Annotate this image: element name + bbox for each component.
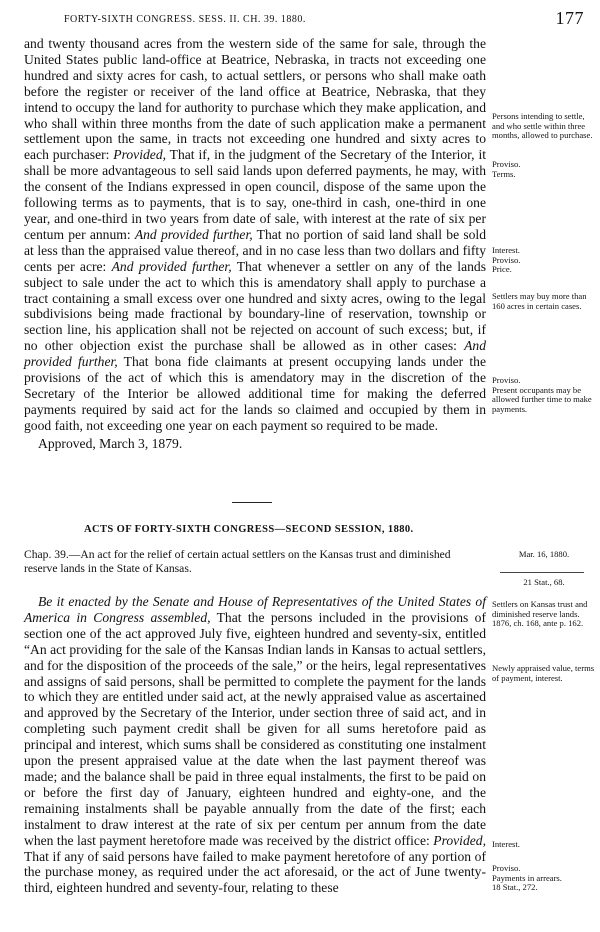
margin-note-payments-arrears: Proviso. Payments in arrears. 18 Stat., 272. xyxy=(492,863,562,893)
margin-note-newly-appraised: Newly appraised value, terms of payment, interest. xyxy=(492,663,595,683)
chapter-title: —An act for the relief of certain actual settlers on the Kansas trust and diminished reserve lands in the State of Kansas. xyxy=(24,548,451,575)
section-divider xyxy=(232,502,272,503)
statute-text-chapter-39 xyxy=(24,594,486,896)
running-header xyxy=(24,6,590,30)
margin-date-rule xyxy=(500,572,584,573)
margin-note-proviso-terms: Proviso. Terms. xyxy=(492,159,521,179)
margin-note-present-occupants: Proviso. Present occupants may be allowed further time to make payments. xyxy=(492,375,592,414)
running-title: FORTY-SIXTH CONGRESS. SESS. II. CH. 39. 1880. xyxy=(64,14,306,25)
margin-note-date: Mar. 16, 1880. xyxy=(518,549,570,559)
chapter-label: Chap. 39. xyxy=(24,548,69,561)
enacting-clause: Be it enacted by the Senate and House of Representatives of the United States of America in Congress assembled, xyxy=(24,594,486,625)
acts-heading: ACTS OF FORTY-SIXTH CONGRESS—SECOND SESSION, 1880. xyxy=(84,524,414,535)
paragraph-continued: and twenty thousand acres from the western side of the same for sale, through the United States public land-office at Beatrice, Nebraska, in tracts not exceeding one hundred and sixty acres for cash, to actual settlers, or persons who shall make oath before the register or receiver of the land office at Beatrice, Nebraska, that they intend to occupy the land for authority to purchase which they make application, and who shall within three months from the date of such application make a permanent settlement upon the same, in tracts not exceeding one hundred and sixty acres to each purchaser: Provided, That if, in the judgment of the Secretary of the Interior, it shall be more advantageous to sell said lands upon deferred payments, he may, with the consent of the Indians expressed in open council, dispose of the same upon the following terms as to payments, that is to say, one-third in cash, one-third in one year, and one-third in two years from date of sale, with interest at the rate of six per centum per annum: And provided further, That no portion of said land shall be sold at less than the appraised value thereof, and in no case less than two dollars and fifty cents per acre: And provided further, That whenever a settler on any of the lands subject to sale under the act to which this is amendatory shall apply to purchase a tract containing a small excess over one hundred and sixty acres, owing to the legal subdivisions being made fractional by boundary-line of reservation, township or section line, his application shall not be rejected on account of such excess; but, if no other objection exist the purchase shall be allowed as in other cases: And provided further, That bona fide claimants at present occupying lands under the provisions of the act of which this is amendatory may in the discretion of the Secretary of the Interior be allowed additional time for making the deferred payments required by said act for the lands so claimed and occupied by them in good faith, not exceeding one year on each payment so required to be made. xyxy=(24,36,487,433)
margin-note-stat-cite: 21 Stat., 68. xyxy=(523,577,565,587)
page-number: 177 xyxy=(555,8,584,28)
margin-note-settlers-buy: Settlers may buy more than 160 acres in certain cases. xyxy=(492,291,587,311)
margin-note-interest: Interest. xyxy=(492,839,520,849)
margin-note-persons-intending: Persons intending to settle, and who settle within three months, allowed to purchase. xyxy=(492,111,593,141)
margin-note-settlers-kansas: Settlers on Kansas trust and diminished reserve lands. 1876, ch. 168, ante p. 162. xyxy=(492,599,588,629)
enacting-paragraph: Be it enacted by the Senate and House of Representatives of the United States of America in Congress assembled, That the persons included in the provisions of section one of the act approved July five, eighteen hundred and seventy-six, entitled “An act providing for the sale of the Kansas Indian lands in Kansas to actual settlers, and for the disposition of the proceeds of the sale,” or the heirs, legal representatives and assigns of said persons, shall be permitted to complete the payment for the lands to which they are entitled under said act, at the newly appraised value as ascertained and approved by the Secretary of the Interior, under section three of said act, and in completing such payment credit shall be given for all sums heretofore paid as principal and interest, which sums shall be considered as constituting one instalment upon the present appraised value at the date when the last payment thereof was made; and the balance shall be paid in three equal instalments, the first to be paid on or before the first day of January, eighteen hundred and eighty-one, and the remaining instalments shall be payable annually from the date of the first; each instalment to draw interest at the rate of six per centum per annum from the date when the last payment heretofore made was received by the district office: Provided, That if any of said persons have failed to make payment heretofore of any portion of the purchase money, as required under the act aforesaid, or the act of June twenty-third, eighteen hundred and seventy-four, relating to these xyxy=(24,594,486,896)
approval-date: Approved, March 3, 1879. xyxy=(38,435,183,451)
margin-note-interest-price: Interest. Proviso. Price. xyxy=(492,245,521,275)
chapter-heading xyxy=(24,548,486,576)
statute-text-continued xyxy=(24,36,486,452)
